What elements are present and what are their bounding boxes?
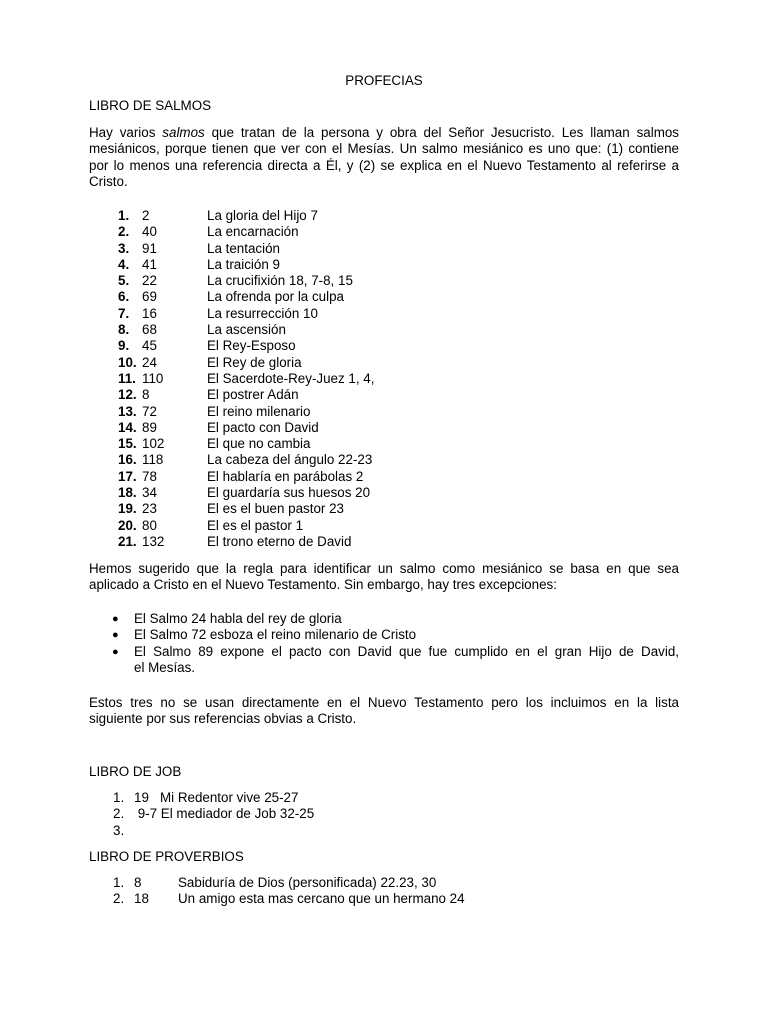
salmos-intro-paragraph <box>89 125 679 190</box>
closing-line: siguiente por sus referencias obvias a Cristo. <box>89 711 357 727</box>
bullet-icon: ● <box>112 645 119 658</box>
intro-line: mesiánicos, porque tienen que ver con el Mesías. Un salmo mesiánico es uno que: (1) contiene <box>89 141 679 157</box>
emphasis-salmos: salmos <box>162 125 205 140</box>
rule-line: aplicado a Cristo en el Nuevo Testamento. Sin embargo, hay tres excepciones: <box>89 577 557 593</box>
section-heading-job: LIBRO DE JOB <box>89 764 182 779</box>
bullet-icon: ● <box>112 629 119 642</box>
closing-paragraph <box>89 695 679 728</box>
exceptions-list <box>89 611 679 676</box>
intro-line: Cristo. <box>89 173 128 189</box>
rule-line: Hemos sugerido que la regla para identificar un salmo como mesiánico se basa en que sea <box>89 561 679 576</box>
section-heading-salmos: LIBRO DE SALMOS <box>89 98 212 113</box>
document-title: PROFECIAS <box>345 73 423 88</box>
section-heading-proverbios: LIBRO DE PROVERBIOS <box>89 849 244 864</box>
intro-line: Hay varios salmos que tratan de la persona y obra del Señor Jesucristo. Les llaman salmos <box>89 125 679 140</box>
bullet-icon: ● <box>112 613 119 625</box>
closing-line: Estos tres no se usan directamente en el Nuevo Testamento pero los incluimos en la lista <box>89 695 679 710</box>
list-item: ● El Salmo 72 esboza el reino milenario de Cristo <box>112 627 417 643</box>
rule-paragraph <box>89 561 679 594</box>
list-item: ● El Salmo 24 habla del rey de gloria <box>112 611 342 626</box>
intro-line: por lo menos una referencia directa a Él, y (2) se explica en el Nuevo Testamento al referirse a <box>89 157 679 173</box>
list-item: ● El Salmo 89 expone el pacto con David que fue cumplido en el gran Hijo de David, el Mesías. <box>112 643 679 675</box>
